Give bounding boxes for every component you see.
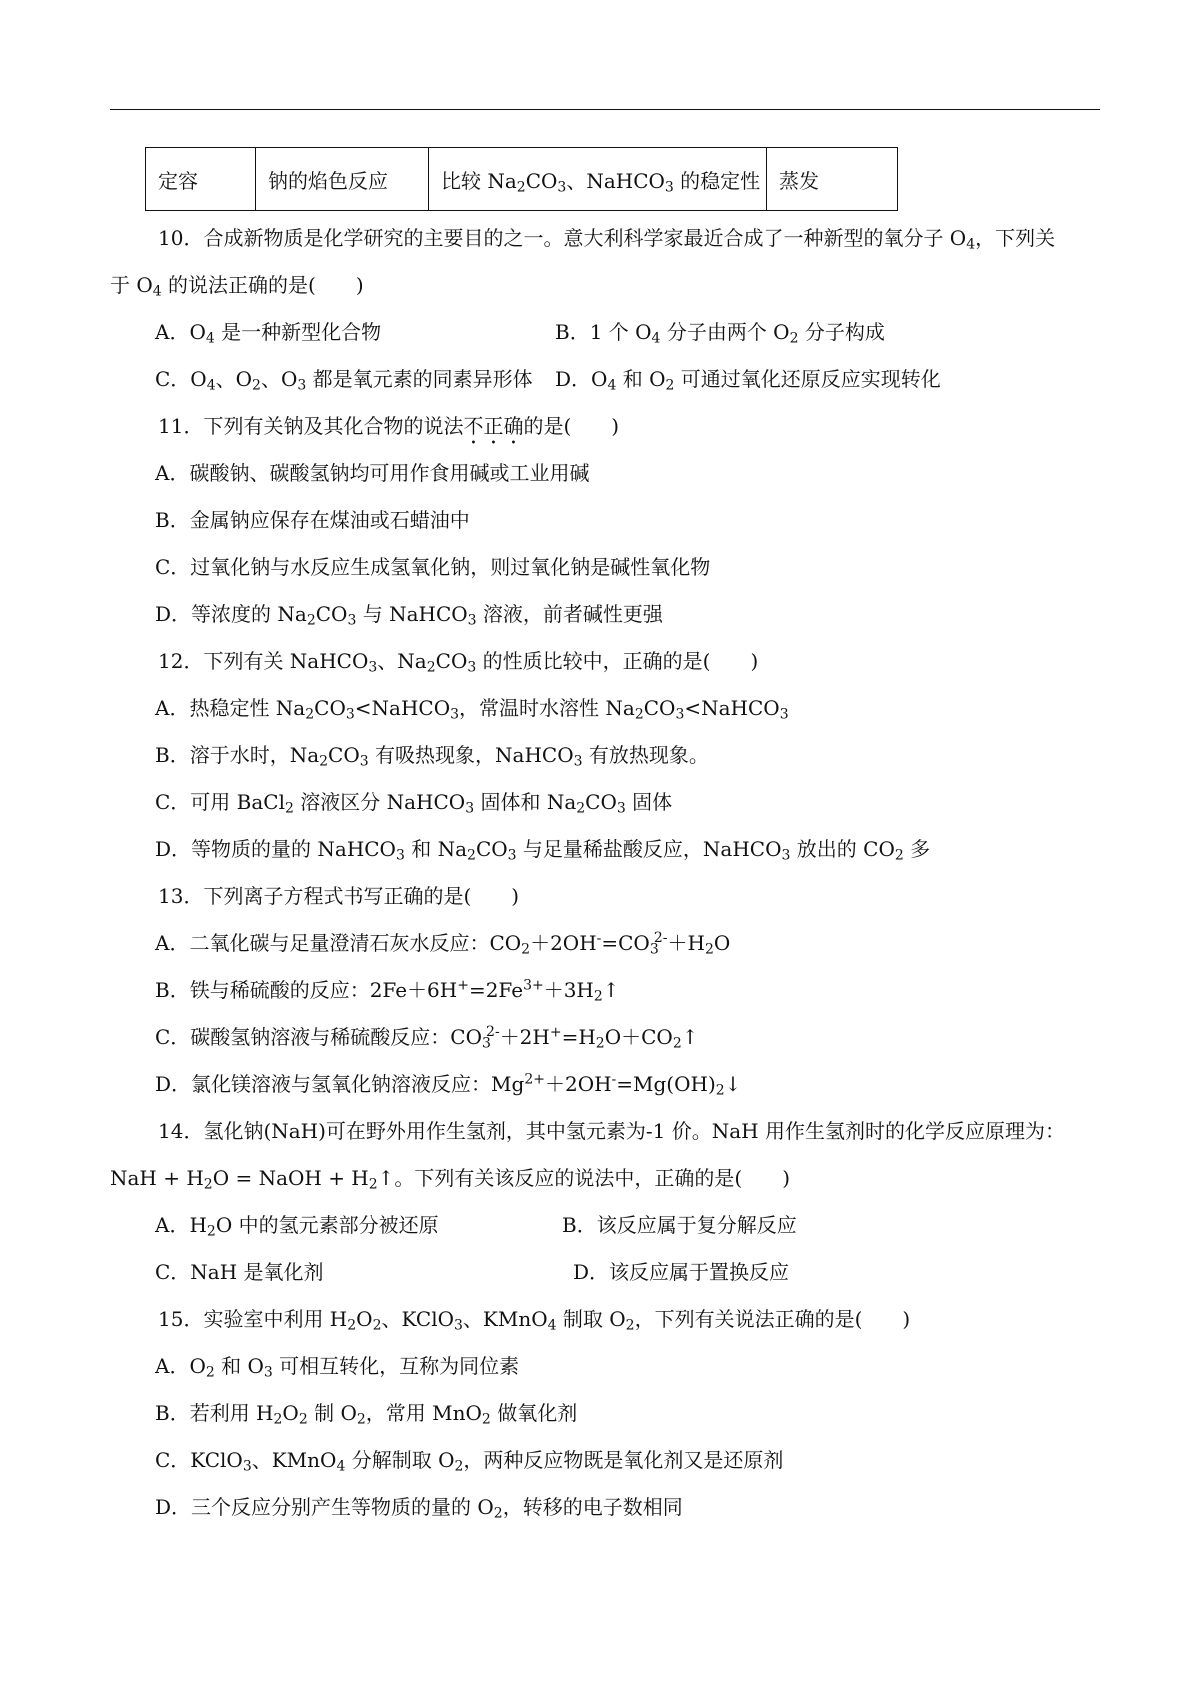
question-12-option-c[interactable]: C．可用 BaCl$_2$ 溶液区分 NaHCO$_3$ 固体和 $Na_2CO_3$ 固体 bbox=[155, 790, 673, 817]
question-13-option-b[interactable]: B．铁与稀硫酸的反应：$2Fe+6H^+=2Fe^{3+}+3H_2↑$ bbox=[155, 977, 620, 1005]
question-13-option-c[interactable]: C．碳酸氢钠溶液与稀硫酸反应：$CO_3^{2-}+2H^+=H_2O+CO_2↑$ bbox=[155, 1024, 699, 1052]
question-14 bbox=[110, 1108, 1100, 1296]
question-15-option-a[interactable]: A．$O_2$ 和 $O_3$ 可相互转化，互称为同位素 bbox=[155, 1354, 520, 1381]
emphasis-text: 不正确 bbox=[463, 414, 524, 438]
question-list bbox=[110, 215, 1100, 1531]
question-15-option-c[interactable]: C．KClO$_3$、KMnO$_4$ 分解制取 $O_2$，两种反应物既是氧化剂又是还原剂 bbox=[155, 1448, 784, 1475]
question-10-option-b[interactable]: B．1 个 $O_4$ 分子由两个 $O_2$ 分子构成 bbox=[555, 320, 885, 347]
table-row bbox=[146, 148, 898, 211]
question-15-option-b[interactable]: B．若利用 $H_2O_2$ 制 $O_2$，常用 MnO$_2$ 做氧化剂 bbox=[155, 1401, 578, 1428]
table-cell-dingrong: 定容 bbox=[146, 148, 256, 211]
question-12 bbox=[110, 638, 1100, 873]
question-14-options-cd bbox=[110, 1249, 1100, 1296]
question-15-option-d[interactable]: D．三个反应分别产生等物质的量的 $O_2$，转移的电子数相同 bbox=[155, 1495, 683, 1522]
question-15-stem: 15．实验室中利用 $H_2O_2$、KClO$_3$、KMnO$_4$ 制取 $O_2$，下列有关说法正确的是( ) bbox=[158, 1307, 911, 1334]
question-14-option-c[interactable]: C．NaH 是氧化剂 bbox=[155, 1260, 324, 1284]
header-rule bbox=[110, 109, 1100, 110]
question-15 bbox=[110, 1296, 1100, 1531]
question-14-options-ab bbox=[110, 1202, 1100, 1249]
question-12-stem: 12．下列有关 NaHCO$_3$、$Na_2CO_3$ 的性质比较中，正确的是( ) bbox=[158, 649, 759, 676]
question-14-stem: 14．氢化钠(NaH)可在野外用作生氢剂，其中氢元素为-1 价。NaH 用作生氢剂时的化学反应原理为： NaH + $H_2O$ = NaOH + $H_2↑$。下列有关该反应的说法中，正确的是( ) bbox=[110, 1119, 1065, 1193]
question-10-option-a[interactable]: A．$O_4$ 是一种新型化合物 bbox=[155, 320, 382, 347]
question-11 bbox=[110, 403, 1100, 638]
question-11-option-d[interactable]: D．等浓度的 $Na_2CO_3$ 与 NaHCO$_3$ 溶液，前者碱性更强 bbox=[155, 602, 663, 629]
question-14-option-d[interactable]: D．该反应属于置换反应 bbox=[573, 1260, 790, 1284]
question-10-options-cd bbox=[110, 356, 1100, 403]
question-12-option-d[interactable]: D．等物质的量的 NaHCO$_3$ 和 $Na_2CO_3$ 与足量稀盐酸反应，NaHCO$_3$ 放出的 $CO_2$ 多 bbox=[155, 837, 931, 864]
question-10-option-c[interactable]: C．$O_4$、$O_2$、$O_3$ 都是氧元素的同素异形体 bbox=[155, 367, 533, 394]
question-10-stem: 10．合成新物质是化学研究的主要目的之一。意大利科学家最近合成了一种新型的氧分子 $O_4$，下列关 于 $O_4$ 的说法正确的是( ) bbox=[110, 226, 1056, 300]
question-13-stem: 13．下列离子方程式书写正确的是( ) bbox=[158, 884, 520, 908]
experiment-table bbox=[145, 147, 898, 211]
question-11-option-a[interactable]: A．碳酸钠、碳酸氢钠均可用作食用碱或工业用碱 bbox=[155, 461, 590, 485]
question-13-option-a[interactable]: A．二氧化碳与足量澄清石灰水反应：$CO_2+2OH^-=CO_3^{2-}+H_2O$ bbox=[155, 930, 731, 958]
question-13 bbox=[110, 873, 1100, 1108]
question-14-option-b[interactable]: B．该反应属于复分解反应 bbox=[562, 1213, 797, 1237]
question-11-stem: 11．下列有关钠及其化合物的说法不正确的是( ) bbox=[158, 414, 620, 438]
question-14-option-a[interactable]: A．$H_2O$ 中的氢元素部分被还原 bbox=[155, 1213, 439, 1240]
question-12-option-a[interactable]: A．热稳定性 $Na_2CO_3<NaHCO_3$，常温时水溶性 $Na_2CO_3<NaHCO_3$ bbox=[155, 696, 789, 723]
question-11-option-b[interactable]: B．金属钠应保存在煤油或石蜡油中 bbox=[155, 508, 470, 532]
question-13-option-d[interactable]: D．氯化镁溶液与氢氧化钠溶液反应：$Mg^{2+}+2OH^-=Mg(OH)_2↓$ bbox=[155, 1071, 742, 1099]
question-10-options-ab bbox=[110, 309, 1100, 356]
table-cell-flame-test: 钠的焰色反应 bbox=[256, 148, 429, 211]
table-cell-evaporate: 蒸发 bbox=[767, 148, 898, 211]
question-12-option-b[interactable]: B．溶于水时，$Na_2CO_3$ 有吸热现象，NaHCO$_3$ 有放热现象。 bbox=[155, 743, 709, 770]
question-10 bbox=[110, 215, 1100, 403]
question-11-option-c[interactable]: C．过氧化钠与水反应生成氢氧化钠，则过氧化钠是碱性氧化物 bbox=[155, 555, 711, 579]
question-10-option-d[interactable]: D．$O_4$ 和 $O_2$ 可通过氧化还原反应实现转化 bbox=[555, 367, 941, 394]
table-cell-stability: 比较 $Na_2CO_3$、NaHCO$_3$ 的稳定性 bbox=[429, 148, 767, 211]
